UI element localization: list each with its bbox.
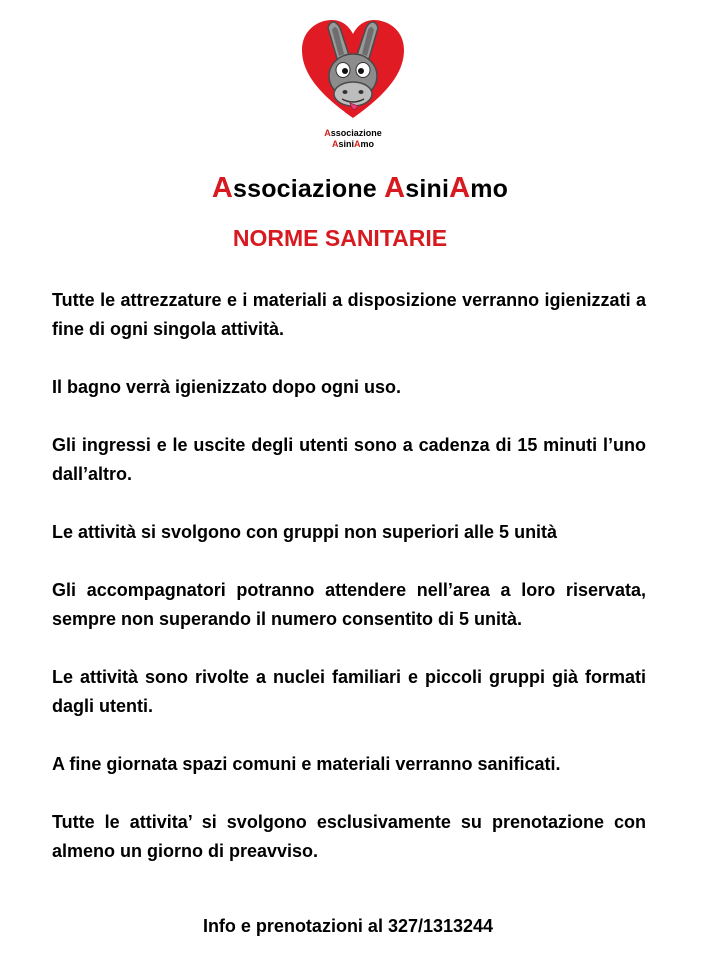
contact-info: Info e prenotazioni al 327/1313244 — [202, 916, 494, 936]
rule-paragraph: Gli ingressi e le uscite degli utenti sono a cadenza di 15 minuti l’uno dall’altro. — [52, 435, 646, 484]
donkey-heart-icon — [298, 14, 408, 126]
logo-text-line2: AsiniAmo — [331, 139, 374, 149]
rule-paragraph: Gli accompagnatori potranno attendere nell’area a loro riservata, sempre non superando il numero consentito di 5 unità. — [52, 580, 646, 629]
rule-paragraph: Tutte le attivita’ si svolgono esclusivamente su prenotazione con almeno un giorno di preavviso. — [52, 812, 646, 861]
association-logo — [298, 14, 408, 156]
logo-text-line1: Associazione — [324, 128, 382, 138]
rule-paragraph: Le attività si svolgono con gruppi non superiori alle 5 unità — [52, 522, 558, 542]
organization-name: Associazione AsiniAmo — [211, 172, 509, 204]
rule-paragraph: Le attività sono rivolte a nuclei familiari e piccoli gruppi già formati dagli utenti. — [52, 667, 646, 716]
rule-paragraph: Il bagno verrà igienizzato dopo ogni uso. — [52, 377, 402, 397]
rule-paragraph: Tutte le attrezzature e i materiali a disposizione verranno igienizzati a fine di ogni singola attività. — [52, 290, 646, 339]
rule-paragraph: A fine giornata spazi comuni e materiali verranno sanificati. — [52, 754, 561, 774]
page-title: NORME SANITARIE — [232, 225, 448, 251]
rules-list — [52, 286, 646, 895]
